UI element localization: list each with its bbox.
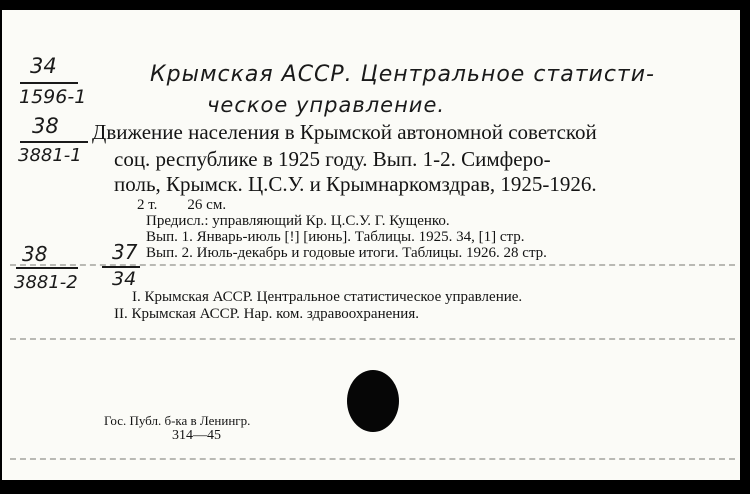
entry-line-1: Движение населения в Крымской автономной советской	[92, 120, 597, 144]
catalog-card	[2, 10, 740, 480]
shelf-number-2-bottom: 3881-1	[18, 145, 82, 166]
shelf-number-3-divider	[16, 267, 78, 269]
faint-divider-lower	[10, 458, 735, 460]
shelf-number-4-bottom: 34	[112, 268, 137, 290]
volume-2-note: Вып. 2. Июль-декабрь и годовые итоги. Таблицы. 1926. 28 стр.	[146, 245, 547, 261]
shelf-number-3-top: 38	[22, 242, 48, 266]
library-stamp-line-2: 314—45	[172, 428, 221, 443]
shelf-number-2-top: 38	[32, 114, 59, 138]
volume-1-note: Вып. 1. Январь-июль [!] [июнь]. Таблицы. 1925. 34, [1] стр.	[146, 229, 525, 245]
faint-divider-middle	[10, 338, 735, 340]
entry-line-3: поль, Крымск. Ц.С.У. и Крымнаркомздрав, 1925-1926.	[114, 172, 597, 196]
punch-hole	[347, 370, 399, 432]
tracing-item-1: I. Крымская АССР. Центральное статистическое управление.	[132, 289, 523, 305]
tracing-item-2: II. Крымская АССР. Нар. ком. здравоохранения.	[114, 306, 419, 322]
shelf-number-1-top: 34	[30, 54, 57, 78]
handwritten-heading-line-2: ческое управление.	[207, 93, 446, 117]
preface-note: Предисл.: управляющий Кр. Ц.С.У. Г. Кущенко.	[146, 213, 450, 229]
physical-description: 2 т. 26 см.	[137, 197, 227, 213]
entry-line-2: соц. республике в 1925 году. Вып. 1-2. Симферо-	[114, 147, 551, 171]
faint-divider-upper	[10, 264, 735, 266]
shelf-number-1-divider	[20, 82, 78, 84]
shelf-number-1-bottom: 1596-1	[19, 86, 87, 108]
library-stamp-line-1: Гос. Публ. б-ка в Ленингр.	[104, 413, 251, 428]
shelf-number-4-top: 37	[112, 240, 138, 264]
handwritten-heading-line-1: Крымская АССР. Центральное статисти-	[150, 62, 655, 87]
shelf-number-2-divider	[20, 141, 88, 143]
shelf-number-3-bottom: 3881-2	[14, 272, 78, 293]
